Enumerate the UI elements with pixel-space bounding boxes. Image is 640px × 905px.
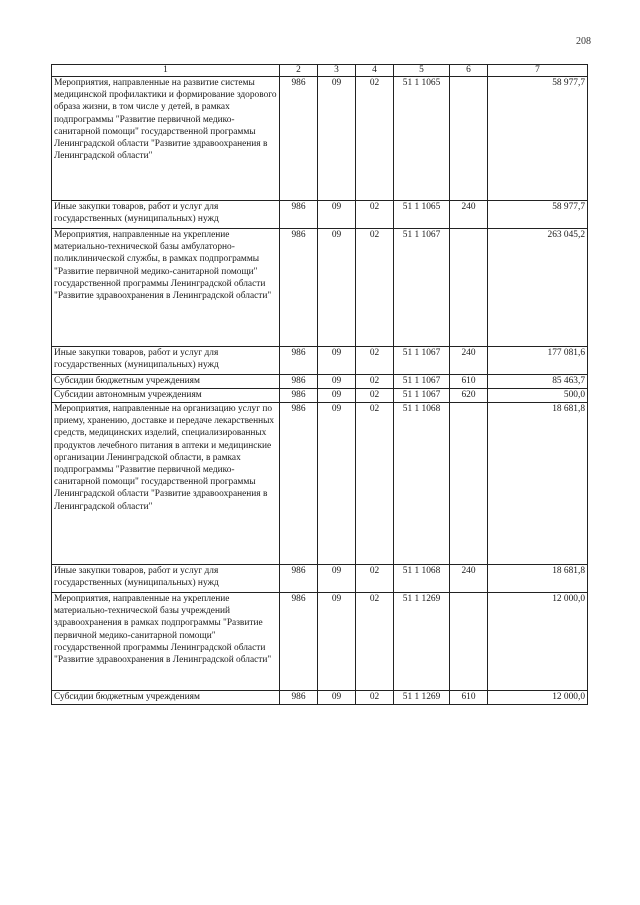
- row-section: 09: [318, 375, 356, 389]
- row-name: Субсидии бюджетным учреждениям: [52, 691, 280, 705]
- row-target-article: 51 1 1067: [394, 347, 450, 375]
- row-amount: 263 045,2: [488, 229, 588, 347]
- row-section: 09: [318, 201, 356, 229]
- row-target-article: 51 1 1065: [394, 201, 450, 229]
- row-ministry-code: 986: [280, 201, 318, 229]
- table-row: [52, 201, 588, 229]
- row-section: 09: [318, 593, 356, 691]
- row-target-article: 51 1 1067: [394, 229, 450, 347]
- header-col-6: 6: [450, 65, 488, 77]
- row-subsection: 02: [356, 691, 394, 705]
- header-col-2: 2: [280, 65, 318, 77]
- row-ministry-code: 986: [280, 347, 318, 375]
- row-name: Иные закупки товаров, работ и услуг для государственных (муниципальных) нужд: [52, 201, 280, 229]
- row-name: Мероприятия, направленные на развитие системы медицинской профилактики и формирование здорового образа жизни, в том числе у детей, в рамках подпрограммы "Развитие первичной медико-санитарной помощи" государственной программы Ленинградской области "Развитие здравоохранения в Ленинградской области": [52, 77, 280, 201]
- row-ministry-code: 986: [280, 593, 318, 691]
- row-subsection: 02: [356, 347, 394, 375]
- table-row: [52, 565, 588, 593]
- row-expense-type: 240: [450, 201, 488, 229]
- table-row: [52, 77, 588, 201]
- row-amount: 58 977,7: [488, 77, 588, 201]
- row-ministry-code: 986: [280, 389, 318, 403]
- row-expense-type: [450, 403, 488, 565]
- row-target-article: 51 1 1067: [394, 389, 450, 403]
- row-subsection: 02: [356, 201, 394, 229]
- row-subsection: 02: [356, 593, 394, 691]
- row-target-article: 51 1 1269: [394, 593, 450, 691]
- table-row: [52, 347, 588, 375]
- row-section: 09: [318, 565, 356, 593]
- row-amount: 12 000,0: [488, 691, 588, 705]
- row-amount: 85 463,7: [488, 375, 588, 389]
- header-col-7: 7: [488, 65, 588, 77]
- row-amount: 12 000,0: [488, 593, 588, 691]
- header-col-4: 4: [356, 65, 394, 77]
- page-number: 208: [576, 36, 591, 47]
- row-name: Иные закупки товаров, работ и услуг для государственных (муниципальных) нужд: [52, 565, 280, 593]
- row-ministry-code: 986: [280, 229, 318, 347]
- header-row: [52, 65, 588, 77]
- row-ministry-code: 986: [280, 403, 318, 565]
- row-subsection: 02: [356, 403, 394, 565]
- row-name: Субсидии бюджетным учреждениям: [52, 375, 280, 389]
- row-section: 09: [318, 229, 356, 347]
- row-expense-type: 610: [450, 691, 488, 705]
- header-col-1: 1: [52, 65, 280, 77]
- table-row: [52, 229, 588, 347]
- row-expense-type: 240: [450, 347, 488, 375]
- row-expense-type: 240: [450, 565, 488, 593]
- row-amount: 18 681,8: [488, 565, 588, 593]
- row-expense-type: 620: [450, 389, 488, 403]
- row-section: 09: [318, 77, 356, 201]
- row-target-article: 51 1 1068: [394, 403, 450, 565]
- table-row: [52, 375, 588, 389]
- row-target-article: 51 1 1065: [394, 77, 450, 201]
- table-row: [52, 691, 588, 705]
- row-subsection: 02: [356, 77, 394, 201]
- row-ministry-code: 986: [280, 77, 318, 201]
- row-ministry-code: 986: [280, 375, 318, 389]
- budget-table: [51, 64, 588, 705]
- row-amount: 500,0: [488, 389, 588, 403]
- table-row: [52, 593, 588, 691]
- row-subsection: 02: [356, 375, 394, 389]
- row-name: Мероприятия, направленные на организацию услуг по приему, хранению, доставке и передаче лекарственных средств, медицинских изделий, специализированных продуктов лечебного питания в аптеки и медицинские организации Ленинградской области, в рамках подпрограммы "Развитие первичной медико-санитарной помощи" государственной программы Ленинградской области "Развитие здравоохранения в Ленинградской области": [52, 403, 280, 565]
- table-row: [52, 389, 588, 403]
- row-amount: 58 977,7: [488, 201, 588, 229]
- header-col-3: 3: [318, 65, 356, 77]
- row-name: Иные закупки товаров, работ и услуг для государственных (муниципальных) нужд: [52, 347, 280, 375]
- row-target-article: 51 1 1068: [394, 565, 450, 593]
- row-expense-type: [450, 77, 488, 201]
- row-amount: 177 081,6: [488, 347, 588, 375]
- row-name: Субсидии автономным учреждениям: [52, 389, 280, 403]
- row-ministry-code: 986: [280, 565, 318, 593]
- row-subsection: 02: [356, 229, 394, 347]
- row-name: Мероприятия, направленные на укрепление материально-технической базы амбулаторно-поликлинической службы, в рамках подпрограммы "Развитие первичной медико-санитарной помощи" государственной программы Ленинградской области "Развитие здравоохранения в Ленинградской области": [52, 229, 280, 347]
- row-subsection: 02: [356, 389, 394, 403]
- row-expense-type: [450, 229, 488, 347]
- row-name: Мероприятия, направленные на укрепление материально-технической базы учреждений здравоохранения в рамках подпрограммы "Развитие первичной медико-санитарной помощи" государственной программы Ленинградской области "Развитие здравоохранения в Ленинградской области": [52, 593, 280, 691]
- row-section: 09: [318, 403, 356, 565]
- row-target-article: 51 1 1269: [394, 691, 450, 705]
- row-amount: 18 681,8: [488, 403, 588, 565]
- row-expense-type: 610: [450, 375, 488, 389]
- row-ministry-code: 986: [280, 691, 318, 705]
- row-target-article: 51 1 1067: [394, 375, 450, 389]
- row-section: 09: [318, 347, 356, 375]
- row-section: 09: [318, 389, 356, 403]
- table-row: [52, 403, 588, 565]
- row-subsection: 02: [356, 565, 394, 593]
- row-expense-type: [450, 593, 488, 691]
- header-col-5: 5: [394, 65, 450, 77]
- row-section: 09: [318, 691, 356, 705]
